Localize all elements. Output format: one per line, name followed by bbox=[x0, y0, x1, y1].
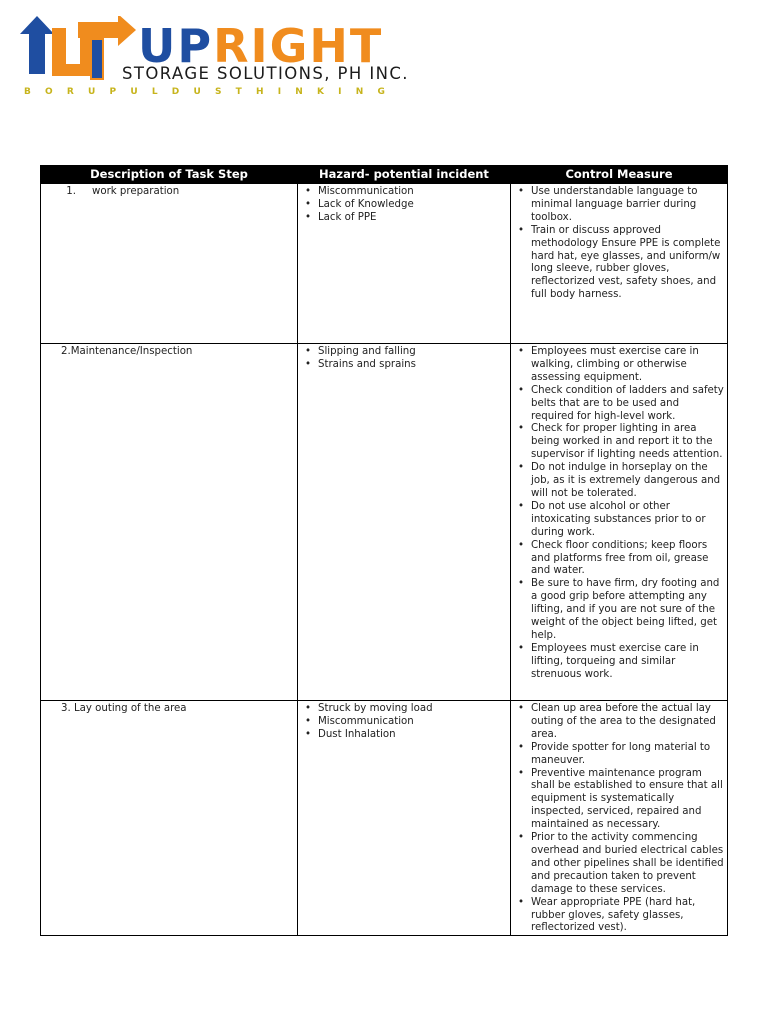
company-name-up: UP bbox=[138, 19, 214, 73]
company-name bbox=[138, 19, 384, 73]
control-item: • Check for proper lighting in area being worked in and report it to the supervisor if lighting needs attention. bbox=[515, 423, 724, 462]
hazard-item: • Miscommunication bbox=[302, 186, 507, 199]
step-text: 2.Maintenance/Inspection bbox=[61, 346, 193, 357]
job-safety-analysis-table bbox=[40, 165, 728, 936]
control-cell bbox=[511, 184, 728, 344]
task-step-cell bbox=[41, 344, 298, 701]
control-item: • Wear appropriate PPE (hard hat, rubber gloves, safety glasses, reflectorized vest). bbox=[515, 897, 724, 936]
control-cell bbox=[511, 344, 728, 701]
hazard-cell bbox=[298, 184, 511, 344]
company-header bbox=[18, 16, 438, 96]
control-item: • Clean up area before the actual lay outing of the area to the designated area. bbox=[515, 703, 724, 742]
task-step-cell bbox=[41, 701, 298, 936]
header-task-step: Description of Task Step bbox=[41, 166, 298, 184]
upright-logo-icon bbox=[18, 16, 136, 86]
header-hazard: Hazard- potential incident bbox=[298, 166, 511, 184]
hazard-item: • Struck by moving load bbox=[302, 703, 507, 716]
control-item: • Prior to the activity commencing overhead and buried electrical cables and other pipelines shall be identified and precaution taken to prevent damage to these services. bbox=[515, 832, 724, 897]
control-item: • Check condition of ladders and safety belts that are to be used and required for high-level work. bbox=[515, 385, 724, 424]
control-item: • Check floor conditions; keep floors and platforms free from oil, grease and water. bbox=[515, 540, 724, 579]
company-tagline: BORUPULDUSTHINKING bbox=[24, 87, 400, 97]
control-cell bbox=[511, 701, 728, 936]
table-row bbox=[41, 701, 728, 936]
control-item: • Be sure to have firm, dry footing and a good grip before attempting any lifting, and if you are not sure of the weight of the object being lifted, get help. bbox=[515, 578, 724, 643]
control-item: • Do not indulge in horseplay on the job, as it is extremely dangerous and will not be tolerated. bbox=[515, 462, 724, 501]
step-number: 1. bbox=[66, 186, 76, 197]
control-item: • Use understandable language to minimal language barrier during toolbox. bbox=[515, 186, 724, 225]
hazard-item: • Miscommunication bbox=[302, 716, 507, 729]
control-item: • Employees must exercise care in walking, climbing or otherwise assessing equipment. bbox=[515, 346, 724, 385]
step-text: work preparation bbox=[92, 186, 180, 197]
control-item: • Do not use alcohol or other intoxicating substances prior to or during work. bbox=[515, 501, 724, 540]
control-item: • Preventive maintenance program shall be established to ensure that all equipment is systematically inspected, serviced, repaired and maintained as necessary. bbox=[515, 768, 724, 833]
control-item: • Train or discuss approved methodology Ensure PPE is complete hard hat, eye glasses, and uniform/w long sleeve, rubber gloves, reflectorized vest, safety shoes, and full body harness. bbox=[515, 225, 724, 302]
hazard-item: • Strains and sprains bbox=[302, 359, 507, 372]
task-step-cell bbox=[41, 184, 298, 344]
hazard-item: • Slipping and falling bbox=[302, 346, 507, 359]
hazard-cell bbox=[298, 701, 511, 936]
table-row bbox=[41, 344, 728, 701]
hazard-item: • Dust Inhalation bbox=[302, 729, 507, 742]
table-header-row bbox=[41, 166, 728, 184]
control-item: • Provide spotter for long material to maneuver. bbox=[515, 742, 724, 768]
hazard-item: • Lack of Knowledge bbox=[302, 199, 507, 212]
header-control-measure: Control Measure bbox=[511, 166, 728, 184]
hazard-item: • Lack of PPE bbox=[302, 212, 507, 225]
step-text: 3. Lay outing of the area bbox=[61, 703, 187, 714]
table-row bbox=[41, 184, 728, 344]
control-item: • Employees must exercise care in lifting, torqueing and similar strenuous work. bbox=[515, 643, 724, 682]
hazard-cell bbox=[298, 344, 511, 701]
company-subtitle: STORAGE SOLUTIONS, PH INC. bbox=[122, 64, 409, 83]
company-name-right: RIGHT bbox=[213, 19, 384, 73]
